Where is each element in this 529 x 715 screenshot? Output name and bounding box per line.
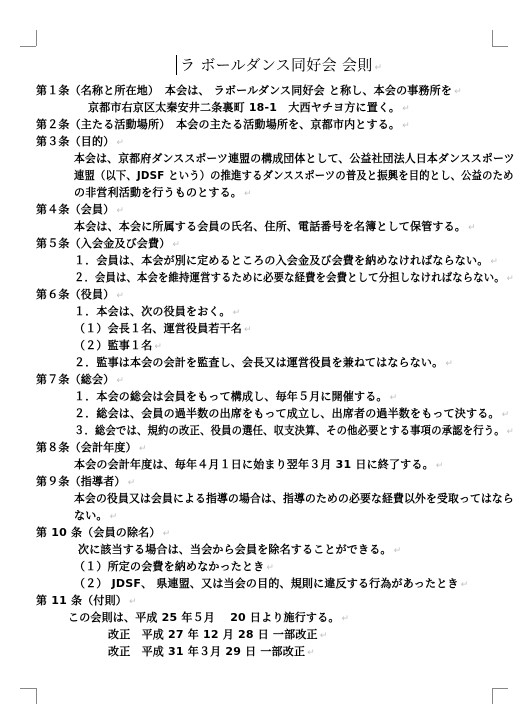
crop-mark-top-right-v [492, 30, 493, 46]
crop-mark-bottom-right-v [492, 688, 493, 704]
article-11-heading[interactable]: 第 11 条（付則） ↵ [36, 594, 137, 607]
crop-mark-top-left-v [36, 30, 37, 46]
article-10-subitem-1[interactable]: （１）所定の会費を納めなかったとき ↵ [74, 560, 275, 573]
paragraph-mark-icon: ↵ [116, 291, 125, 301]
paragraph-mark-icon: ↵ [490, 257, 499, 267]
article-3-body-1[interactable]: 本会は、京都府ダンススポーツ連盟の構成団体として、公益社団法人日本ダンススポーツ [74, 152, 515, 165]
paragraph-mark-icon: ↵ [435, 461, 444, 471]
paragraph-mark-icon: ↵ [127, 478, 136, 488]
article-6-subitem-1[interactable]: （１）会長１名、運営役員若干名 ↵ [74, 322, 252, 335]
paragraph-mark-icon: ↵ [109, 512, 118, 522]
article-7-item-1[interactable]: １．本会の総会は会員をもって構成し、毎年５月に開催する。 ↵ [74, 390, 398, 403]
paragraph-mark-icon: ↵ [172, 240, 181, 250]
paragraph-mark-icon: ↵ [244, 325, 252, 335]
article-6-item-2[interactable]: ２．監事は本会の会計を監査し、会長又は運営役員を兼ねてはならない。 ↵ [74, 356, 454, 369]
article-5-item-2[interactable]: ２．会員は、本会を維持運営するために必要な経費を会費として分担しなければならない。 ↵ [74, 271, 514, 284]
article-1-address[interactable]: 京都市右京区太秦安井二条裏町 18-1 大西ヤチヨ方に置く。 ↵ [88, 101, 410, 114]
article-7-item-3[interactable]: ３．総会では、規約の改正、役員の選任、収支決算、その他必要とする事項の承認を行う。 ↵ [74, 424, 514, 437]
paragraph-mark-icon: ↵ [138, 444, 147, 454]
article-7-item-2[interactable]: ２．総会は、会員の過半数の出席をもって成立し、出席者の過半数をもって決する。 ↵ [74, 407, 510, 420]
article-9-heading[interactable]: 第９条（指導者） ↵ [36, 475, 136, 488]
article-3-heading[interactable]: 第３条（目的） ↵ [36, 135, 125, 148]
paragraph-mark-icon: ↵ [445, 359, 454, 369]
paragraph-mark-icon: ↵ [460, 580, 469, 590]
paragraph-mark-icon: ↵ [393, 546, 402, 556]
paragraph-mark-icon: ↵ [232, 308, 241, 318]
article-6-item-1[interactable]: １．本会は、次の役員をおく。 ↵ [74, 305, 241, 318]
article-10-heading[interactable]: 第 10 条（会員の除名） ↵ [36, 526, 171, 539]
article-5-item-1[interactable]: １．会員は、本会が別に定めるところの入会金及び会費を納めなければならない。 ↵ [74, 254, 499, 267]
amendment-1[interactable]: 改正 平成 27 年 12 月 28 日 一部改正 ↵ [108, 628, 328, 641]
crop-mark-bottom-left-v [36, 688, 37, 704]
article-10-body[interactable]: 次に該当する場合は、当会から会員を除名することができる。 ↵ [78, 543, 402, 556]
paragraph-mark-icon: ↵ [501, 410, 510, 420]
paragraph-mark-icon: ↵ [154, 342, 163, 352]
crop-mark-top-left-h [20, 46, 36, 47]
crop-mark-top-right-h [492, 46, 508, 47]
paragraph-mark-icon: ↵ [244, 189, 252, 199]
paragraph-mark-icon: ↵ [341, 614, 350, 624]
article-9-body-2[interactable]: ない。 ↵ [74, 509, 118, 522]
article-10-subitem-2[interactable]: （２） JDSF、 県連盟、又は当会の目的、規則に違反する行為があったとき ↵ [74, 577, 469, 590]
article-6-heading[interactable]: 第６条（役員） ↵ [36, 288, 125, 301]
article-8-body[interactable]: 本会の会計年度は、毎年４月１日に始まり翌年３月 31 日に終了する。 ↵ [74, 458, 444, 471]
paragraph-mark-icon: ↵ [128, 597, 137, 607]
paragraph-mark-icon: ↵ [506, 274, 514, 284]
article-1-heading[interactable]: 第１条（名称と所在地） 本会は、 ラボールダンス同好会 と称し、本会の事務所を ↵ [36, 84, 462, 97]
paragraph-mark-icon: ↵ [266, 563, 275, 573]
crop-mark-bottom-left-h [20, 688, 36, 689]
paragraph-mark-icon: ↵ [506, 427, 514, 437]
article-2-heading[interactable]: 第２条（主たる活動場所） 本会の主たる活動場所を、京都市内とする。 ↵ [36, 118, 410, 131]
crop-mark-bottom-right-h [492, 688, 508, 689]
text-cursor [176, 55, 177, 75]
paragraph-mark-icon: ↵ [162, 529, 171, 539]
article-3-body-3[interactable]: の非営利活動を行うものとする。 ↵ [74, 186, 252, 199]
paragraph-mark-icon: ↵ [468, 223, 476, 233]
paragraph-mark-icon: ↵ [319, 631, 328, 641]
article-4-heading[interactable]: 第４条（会員） ↵ [36, 203, 125, 216]
paragraph-mark-icon: ↵ [116, 376, 125, 386]
paragraph-mark-icon: ↵ [402, 121, 410, 131]
document-title[interactable]: ラ ボールダンス同好会 会則 ↵ [180, 56, 383, 74]
article-3-body-2[interactable]: 連盟（以下、JDSF という）の推進するダンススポーツの普及と振興を目的とし、公益のため [74, 169, 514, 182]
article-8-heading[interactable]: 第８条（会計年度） ↵ [36, 441, 147, 454]
article-11-body[interactable]: この会則は、平成 25 年５月 20 日より施行する。 ↵ [68, 611, 350, 624]
paragraph-mark-icon: ↵ [402, 104, 410, 114]
article-7-heading[interactable]: 第７条（総会） ↵ [36, 373, 125, 386]
paragraph-mark-icon: ↵ [116, 138, 125, 148]
paragraph-mark-icon: ↵ [454, 87, 462, 97]
amendment-2[interactable]: 改正 平成 31 年３月 29 日 一部改正 ↵ [108, 645, 315, 658]
article-6-subitem-2[interactable]: （２）監事１名 ↵ [74, 339, 163, 352]
article-5-heading[interactable]: 第５条（入会金及び会費） ↵ [36, 237, 181, 250]
paragraph-mark-icon: ↵ [116, 206, 125, 216]
paragraph-mark-icon: ↵ [307, 648, 315, 658]
paragraph-mark-icon: ↵ [374, 63, 383, 73]
article-9-body-1[interactable]: 本会の役員又は会員による指導の場合は、指導のための必要な経費以外を受取ってはなら [74, 492, 514, 505]
paragraph-mark-icon: ↵ [389, 393, 398, 403]
article-4-body[interactable]: 本会は、本会に所属する会員の氏名、住所、電話番号を名簿として保管する。 ↵ [74, 220, 476, 233]
